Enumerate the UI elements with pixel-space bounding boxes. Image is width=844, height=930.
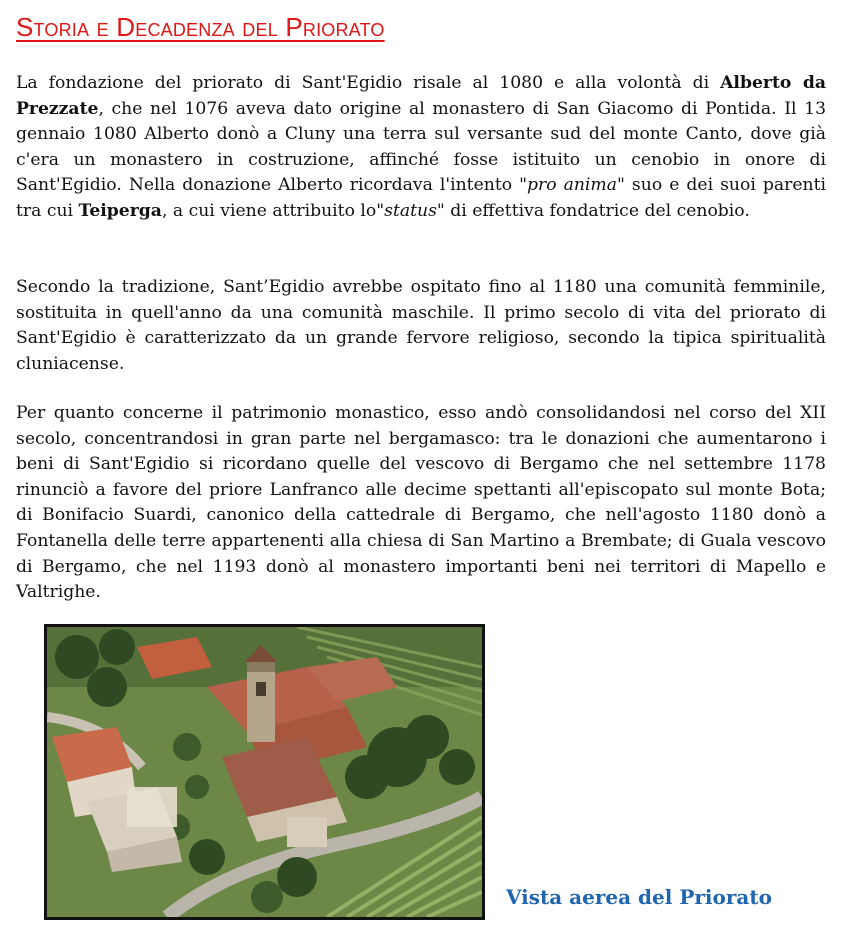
p1-bold-teiperga: Teiperga <box>78 200 162 221</box>
p1-text-2: , che nel 1076 aveva dato origine al monastero di San Giacomo di Pontida. Il 13 gennaio 1080 Alberto donò a Cluny una terra sul versante sud del monte Canto, dove già c'era un monastero in costruzione, affinché fosse istituito un cenobio in onore di Sant'Egidio. Nella donazione Alberto ricordava l'intento " <box>16 98 826 196</box>
aerial-photo-illustration <box>47 627 482 917</box>
p1-italic-status: status <box>384 200 437 221</box>
photo-caption: Vista aerea del Priorato <box>506 885 772 909</box>
p1-italic-pro-anima: pro anima <box>527 175 617 196</box>
paragraph-foundation <box>16 71 826 225</box>
p1-text-4: , a cui viene attribuito lo" <box>161 200 385 221</box>
p1-text-3: " suo e dei suoi parenti tra cui <box>16 175 826 221</box>
p1-text-1: La fondazione del priorato di Sant'Egidio risale al 1080 e alla volontà di <box>16 73 721 93</box>
p1-text-5: " di effettiva fondatrice del cenobio. <box>436 200 750 221</box>
p1-bold-alberto: Alberto da Prezzate <box>16 73 827 119</box>
paragraph-tradition: Secondo la tradizione, Sant’Egidio avrebbe ospitato fino al 1180 una comunità femminile, sostituita in quell'anno da una comunità maschile. Il primo secolo di vita del priorato di Sant'Egidio è caratterizzato da un grande fervore religioso, secondo la tipica spiritualità cluniacense. <box>16 277 826 374</box>
paragraph-patrimony: Per quanto concerne il patrimonio monastico, esso andò consolidandosi nel corso del XII secolo, concentrandosi in gran parte nel bergamasco: tra le donazioni che aumentarono i beni di Sant'Egidio si ricordano quelle del vescovo di Bergamo che nel settembre 1178 rinunciò a favore del priore Lanfranco alle decime spettanti all'episcopato sul monte Bota; di Bonifacio Suardi, canonico della cattedrale di Bergamo, che nell'agosto 1180 donò a Fontanella delle terre appartenenti alla chiesa di San Martino a Brembate; di Guala vescovo di Bergamo, che nel 1193 donò al monastero importanti beni nei territori di Mapello e Valtrighe. <box>16 403 826 603</box>
aerial-photo <box>44 624 485 920</box>
page-title: Storia e Decadenza del Priorato <box>16 12 385 42</box>
